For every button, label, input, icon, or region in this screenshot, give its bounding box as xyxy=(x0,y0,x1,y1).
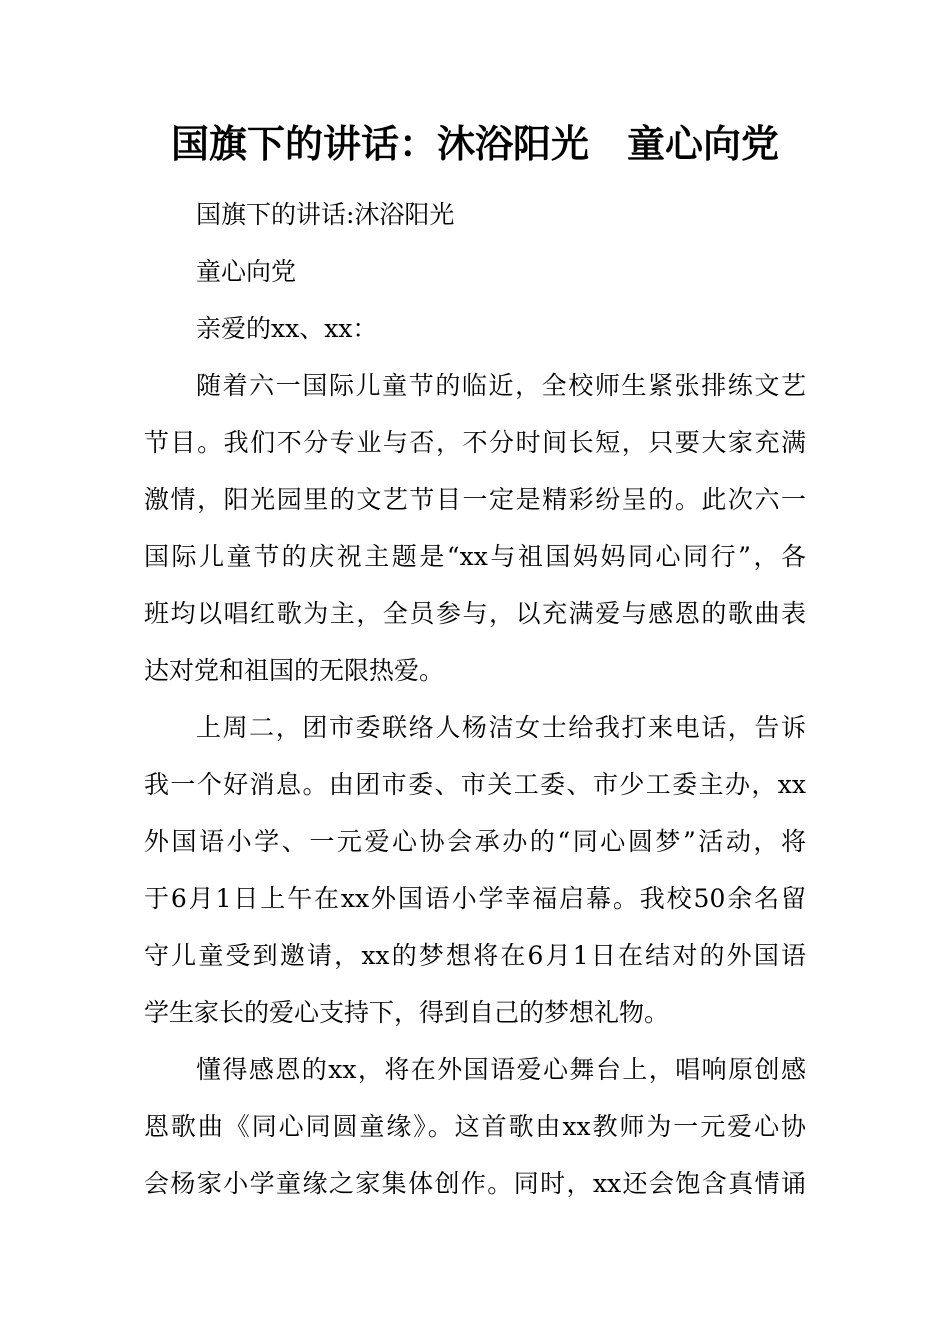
paragraph-1-line-5: 班均以唱红歌为主，全员参与，以充满爱与感恩的歌曲表 xyxy=(144,599,806,628)
paragraph-2-line-5: 守儿童受到邀请，xx的梦想将在6月1日在结对的外国语 xyxy=(144,941,806,970)
paragraph-1-line-2: 节目。我们不分专业与否，不分时间长短，只要大家充满 xyxy=(144,428,806,457)
paragraph-2-line-1: 上周二，团市委联络人杨洁女士给我打来电话，告诉 xyxy=(196,713,806,742)
paragraph-2-line-3: 外国语小学、一元爱心协会承办的“同心圆梦”活动，将 xyxy=(144,827,806,856)
subtitle-line-1: 国旗下的讲话:沐浴阳光 xyxy=(196,200,455,229)
document-title: 国旗下的讲话：沐浴阳光 童心向党 xyxy=(170,122,779,166)
subtitle-line-2: 童心向党 xyxy=(196,257,297,286)
paragraph-2-line-4: 于6月1日上午在xx外国语小学幸福启幕。我校50余名留 xyxy=(144,884,806,913)
paragraph-3-line-3: 会杨家小学童缘之家集体创作。同时，xx还会饱含真情诵 xyxy=(144,1169,806,1198)
paragraph-1-line-1: 随着六一国际儿童节的临近，全校师生紧张排练文艺 xyxy=(196,371,806,400)
paragraph-2-line-6: 学生家长的爱心支持下，得到自己的梦想礼物。 xyxy=(144,998,670,1027)
paragraph-3-line-2: 恩歌曲《同心同圆童缘》。这首歌由xx教师为一元爱心协 xyxy=(144,1112,806,1141)
paragraph-3-line-1: 懂得感恩的xx，将在外国语爱心舞台上，唱响原创感 xyxy=(196,1055,806,1084)
paragraph-2-line-2: 我一个好消息。由团市委、市关工委、市少工委主办，xx xyxy=(144,770,806,799)
salutation: 亲爱的xx、xx： xyxy=(196,314,378,343)
paragraph-1-line-4: 国际儿童节的庆祝主题是“xx与祖国妈妈同心同行”，各 xyxy=(144,542,806,571)
paragraph-1-line-3: 激情，阳光园里的文艺节目一定是精彩纷呈的。此次六一 xyxy=(144,485,806,514)
paragraph-1-line-6: 达对党和祖国的无限热爱。 xyxy=(144,656,445,685)
